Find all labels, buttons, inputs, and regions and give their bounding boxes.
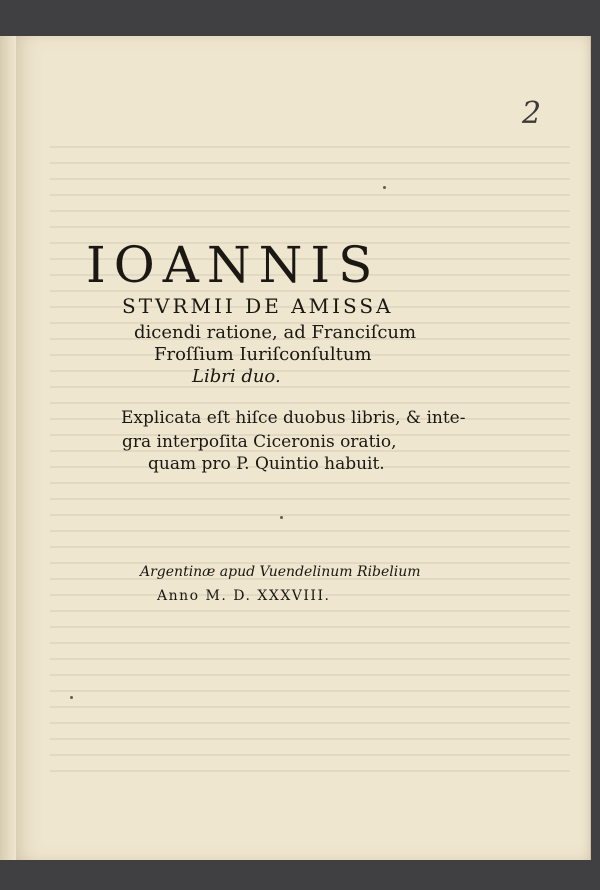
ink-speck <box>280 516 283 519</box>
title-line: Libri duo. <box>192 366 281 387</box>
author-heading: IOANNIS <box>86 236 381 294</box>
ink-speck <box>383 186 386 189</box>
book-gutter <box>0 36 16 860</box>
ink-speck <box>70 696 73 699</box>
explication-line: gra interpoſita Ciceronis oratio, <box>122 432 397 452</box>
explication-line: quam pro P. Quintio habuit. <box>148 454 385 474</box>
explication-line: Explicata eſt hiſce duobus libris, & inte- <box>121 408 466 428</box>
title-subtitle: STVRMII DE AMISSA <box>122 294 394 318</box>
title-line: dicendi ratione, ad Franciſcum <box>134 322 417 343</box>
imprint-date: Anno M. D. XXXVIII. <box>157 588 331 604</box>
imprint-line: Argentinæ apud Vuendelinum Ribelium <box>140 564 421 580</box>
paper-page <box>10 36 591 860</box>
handwritten-page-number: 2 <box>522 96 542 131</box>
title-line: Froſſium Iuriſconſultum <box>154 344 372 365</box>
